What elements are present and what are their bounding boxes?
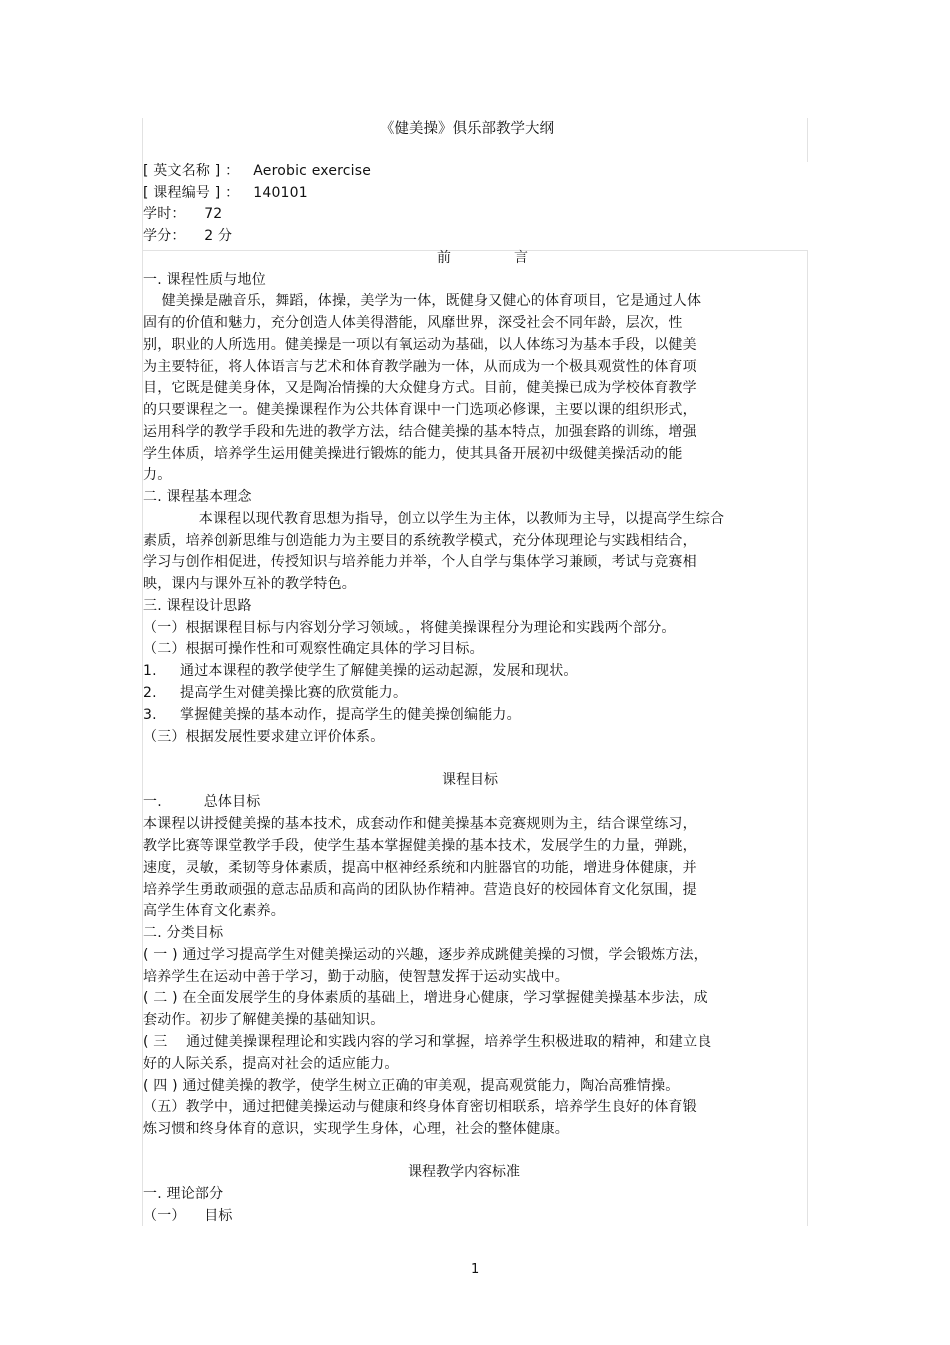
- goals-line: ( 二 ) 在全面发展学生的身体素质的基础上，增进身心健康，学习掌握健美操基本步法，成: [143, 990, 708, 1006]
- goals-line: 培养学生勇敢顽强的意志品质和高尚的团队协作精神。营造良好的校园体育文化氛围，提: [143, 882, 697, 898]
- goals-line: ( 一 ) 通过学习提高学生对健美操运动的兴趣，逐步养成跳健美操的习惯，学会锻炼方法，: [143, 947, 708, 963]
- goals-line: 高学生体育文化素养。: [143, 903, 285, 919]
- goals-line: 套动作。初步了解健美操的基础知识。: [143, 1012, 385, 1028]
- preface-line: 目，它既是健美身体，又是陶冶情操的大众健身方式。目前，健美操已成为学校体育教学: [143, 380, 697, 396]
- meta-hours: 学时： 72: [143, 206, 223, 222]
- goals-line: 教学比赛等课堂教学手段，使学生基本掌握健美操的基本技术，发展学生的力量，弹跳，: [143, 838, 697, 854]
- preface-line: 学习与创作相促进，传授知识与培养能力并举，个人自学与集体学习兼顾，考试与竞赛相: [143, 554, 697, 570]
- preface-line: （一）根据课程目标与内容划分学习领域。，将健美操课程分为理论和实践两个部分。: [143, 620, 676, 636]
- preface-line: （二）根据可操作性和可观察性确定具体的学习目标。: [143, 641, 484, 657]
- goals-line: 培养学生在运动中善于学习，勤于动脑，使智慧发挥于运动实战中。: [143, 969, 569, 985]
- preface-line: 1. 通过本课程的教学使学生了解健美操的运动起源，发展和现状。: [143, 663, 578, 679]
- standards-title: 课程教学内容标准: [408, 1164, 520, 1180]
- preface-line: 素质，培养创新思维与创造能力为主要目的系统教学模式，充分体现理论与实践相结合，: [143, 533, 697, 549]
- border-right-top: [807, 118, 808, 162]
- preface-line: 本课程以现代教育思想为指导，创立以学生为主体，以教师为主导，以提高学生综合: [143, 511, 725, 527]
- preface-title-left: 前: [437, 250, 451, 266]
- goals-line: （五）教学中，通过把健美操运动与健康和终身体育密切相联系，培养学生良好的体育锻: [143, 1099, 697, 1115]
- preface-title-right: 言: [514, 250, 528, 266]
- preface-line: 别，职业的人所选用。健美操是一项以有氧运动为基础，以人体练习为基本手段，以健美: [143, 337, 697, 353]
- border-preface-top: [142, 250, 808, 251]
- preface-line: 学生体质，培养学生运用健美操进行锻炼的能力，使其具备开展初中级健美操活动的能: [143, 446, 683, 462]
- preface-line: 力。: [143, 467, 172, 483]
- goals-line: 炼习惯和终身体育的意识，实现学生身体，心理，社会的整体健康。: [143, 1121, 569, 1137]
- standards-line: （一） 目标: [143, 1208, 233, 1224]
- preface-line: （三）根据发展性要求建立评价体系。: [143, 729, 385, 745]
- preface-line: 一. 课程性质与地位: [143, 272, 266, 288]
- preface-line: 健美操是融音乐，舞蹈，体操，美学为一体，既健身又健心的体育项目，它是通过人体: [143, 293, 702, 309]
- goals-title: 课程目标: [442, 772, 498, 788]
- preface-line: 映，课内与课外互补的教学特色。: [143, 576, 356, 592]
- goals-line: 一. 总体目标: [143, 794, 261, 810]
- document-title: 《健美操》俱乐部教学大纲: [380, 121, 554, 137]
- preface-line: 运用科学的教学手段和先进的教学方法，结合健美操的基本特点，加强套路的训练，增强: [143, 424, 697, 440]
- preface-line: 三. 课程设计思路: [143, 598, 252, 614]
- goals-line: ( 三 通过健美操课程理论和实践内容的学习和掌握，培养学生积极进取的精神，和建立良: [143, 1034, 712, 1050]
- preface-line: 固有的价值和魅力，充分创造人体美得潜能，风靡世界，深受社会不同年龄，层次，性: [143, 315, 683, 331]
- meta-credits: 学分： 2 分: [143, 228, 233, 244]
- goals-line: ( 四 ) 通过健美操的教学，使学生树立正确的审美观，提高观赏能力，陶冶高雅情操。: [143, 1078, 680, 1094]
- goals-line: 速度，灵敏，柔韧等身体素质，提高中枢神经系统和内脏器官的功能，增进身体健康，并: [143, 860, 697, 876]
- meta-course-code: [ 课程编号 ] ： 140101: [143, 185, 308, 201]
- meta-english-name: [ 英文名称 ] ： Aerobic exercise: [143, 163, 372, 179]
- standards-line: 一. 理论部分: [143, 1186, 224, 1202]
- preface-line: 的只要课程之一。健美操课程作为公共体育课中一门选项必修课，主要以课的组织形式，: [143, 402, 697, 418]
- goals-line: 好的人际关系，提高对社会的适应能力。: [143, 1056, 399, 1072]
- preface-line: 二. 课程基本理念: [143, 489, 252, 505]
- preface-line: 3. 掌握健美操的基本动作，提高学生的健美操创编能力。: [143, 707, 521, 723]
- preface-line: 2. 提高学生对健美操比赛的欣赏能力。: [143, 685, 408, 701]
- goals-line: 本课程以讲授健美操的基本技术，成套动作和健美操基本竞赛规则为主，结合课堂练习，: [143, 816, 697, 832]
- page-number: 1: [471, 1262, 480, 1277]
- preface-line: 为主要特征，将人体语言与艺术和体育教学融为一体，从而成为一个极具观赏性的体育项: [143, 359, 697, 375]
- goals-line: 二. 分类目标: [143, 925, 224, 941]
- border-right: [807, 250, 808, 1226]
